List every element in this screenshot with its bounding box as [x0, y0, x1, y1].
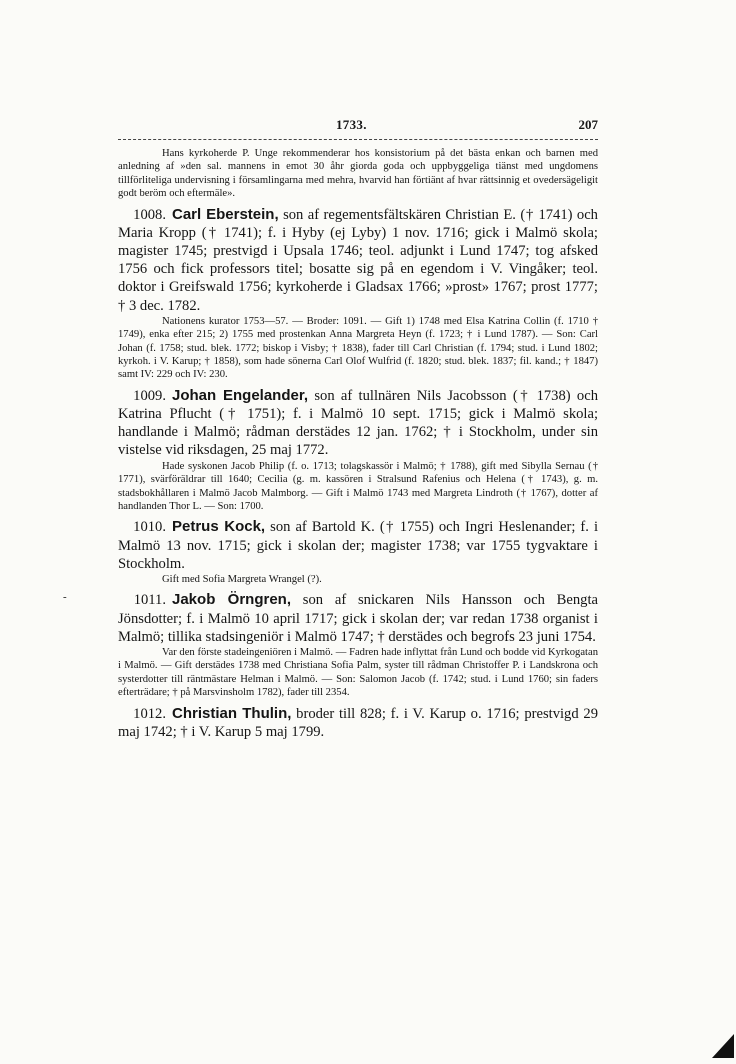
- entry-note: Var den förste stadeingeniören i Malmö. — Fadren hade inflyttat från Lund och bodde vid Kyrkogatan i Malmö. — Gift derstädes 1738 med Christiana Sofia Palm, syster till rådman Christoffer P. i Landskrona och systerdotter till räntmästare Helman i Malmö. — Son: Salomon Jacob (f. 1742; stud. i Lund 1760; sin faders efterträdare; † på Marsvinsholm 1782), fader till 2354.: [118, 646, 598, 699]
- entry-number: 1010.: [133, 519, 166, 536]
- entry-bio: son af snickaren Nils Hansson och Bengta Jönsdotter; f. i Malmö 10 april 1717; gick i skolan der; var redan 1738 organist i Malmö; tillika stadsingeniör i Malmö 1747; † derstädes och begrofs 23 juni 1754.: [118, 592, 598, 645]
- entry-number: 1009.: [133, 387, 166, 404]
- page-header: [118, 117, 598, 137]
- entry-number: 1012.: [133, 705, 166, 722]
- entry-1008: [118, 206, 598, 382]
- entry-note: Nationens kurator 1753—57. — Broder: 1091. — Gift 1) 1748 med Elsa Katrina Collin (f. 1710 † 1749), enka efter 215; 2) 1755 med prostenkan Anna Margreta Heyn (f. 1723; † i Lund 1787). — Son: Carl Johan (f. 1758; stud. blek. 1772; biskop i Visby; † 1838), fader till Carl Christian (f. 1794; stud. i Lund 1802; kyrkoh. i V. Karup; † 1858), som hade sönerna Carl Olof Wulfrid (f. 1820; stud. blek. 1837; fil. kand.; † 1847) samt IV: 229 och IV: 230.: [118, 315, 598, 381]
- entry-name: Christian Thulin,: [172, 704, 292, 722]
- entry-bio: broder till 828; f. i V. Karup o. 1716; prestvigd 29 maj 1742; † i V. Karup 5 maj 1799.: [118, 705, 598, 740]
- entry-number: 1011.: [133, 592, 166, 609]
- entry-1009: [118, 387, 598, 513]
- header-rule: [118, 139, 598, 140]
- page-year: 1733.: [336, 117, 367, 132]
- entry-note: Gift med Sofia Margreta Wrangel (?).: [162, 573, 322, 585]
- entry-number: 1008.: [133, 206, 166, 223]
- entry-name: Petrus Kock,: [172, 518, 266, 536]
- page-number: 207: [578, 117, 598, 132]
- margin-mark: -: [63, 591, 67, 603]
- entry-1011: [118, 591, 598, 699]
- entry-note: Hade syskonen Jacob Philip (f. o. 1713; tolagskassör i Malmö; † 1788), gift med Sibylla Sernau († 1771), svärföräldrar till 1640; Cecilia (g. m. kassören i Stralsund Rafenius och Helena († 1743), g. m. stadsbokhållaren i Malmö Jacob Malmborg. — Gift i Malmö 1743 med Margreta Lindroth († 1767), dotter af handlanden Thor L. — Son: 1700.: [118, 460, 598, 512]
- intro-note: Hans kyrkoherde P. Unge rekommenderar hos konsistorium på det bästa enkan och barnen med anledning af »den sal. mannens in emot 30 åhr giorda goda och uppbyggeliga tiänst med ungdomens tillförliteliga undervisning i församlingarna med mehra, hvarvid han förtiänt af hvar rättsinnig et ovedersägeligit godt beröm och eftermäle».: [118, 148, 598, 200]
- scan-corner-mark: [712, 1034, 734, 1058]
- entry-name: Johan Engelander,: [172, 386, 309, 404]
- entry-bio: son af Bartold K. († 1755) och Ingri Heslenander; f. i Malmö 13 nov. 1715; gick i skolan der; magister 1738; var 1755 tygvaktare i Stockholm.: [118, 519, 598, 572]
- entry-bio: son af regementsfältskären Christian E. († 1741) och Maria Kropp († 1741); f. i Hyby (ej Lyby) 1 nov. 1716; gick i Malmö skola; magister 1745; prestvigd i Upsala 1746; teol. adjunkt i Lund 1747; tog afsked 1756 och fick professors titel; bosatte sig på en egendom i V. Vingåker; teol. doktor i Greifswald 1756; kyrkoherde i Gladsax 1766; »prost» 1767; prost 1777; † 3 dec. 1782.: [118, 206, 598, 314]
- entry-1012: [118, 705, 598, 741]
- entry-1010: [118, 518, 598, 586]
- entry-name: Jakob Örngren,: [172, 591, 291, 609]
- entry-bio: son af tullnären Nils Jacobsson († 1738) och Katrina Pflucht († 1751); f. i Malmö 10 sept. 1715; gick i Malmö skola; handlande i Malmö; rådman derstädes 12 jan. 1762; † i Stockholm, under sin vistelse vid riksdagen, 25 maj 1772.: [118, 387, 599, 459]
- entry-name: Carl Eberstein,: [172, 205, 279, 223]
- page-body: [118, 147, 598, 741]
